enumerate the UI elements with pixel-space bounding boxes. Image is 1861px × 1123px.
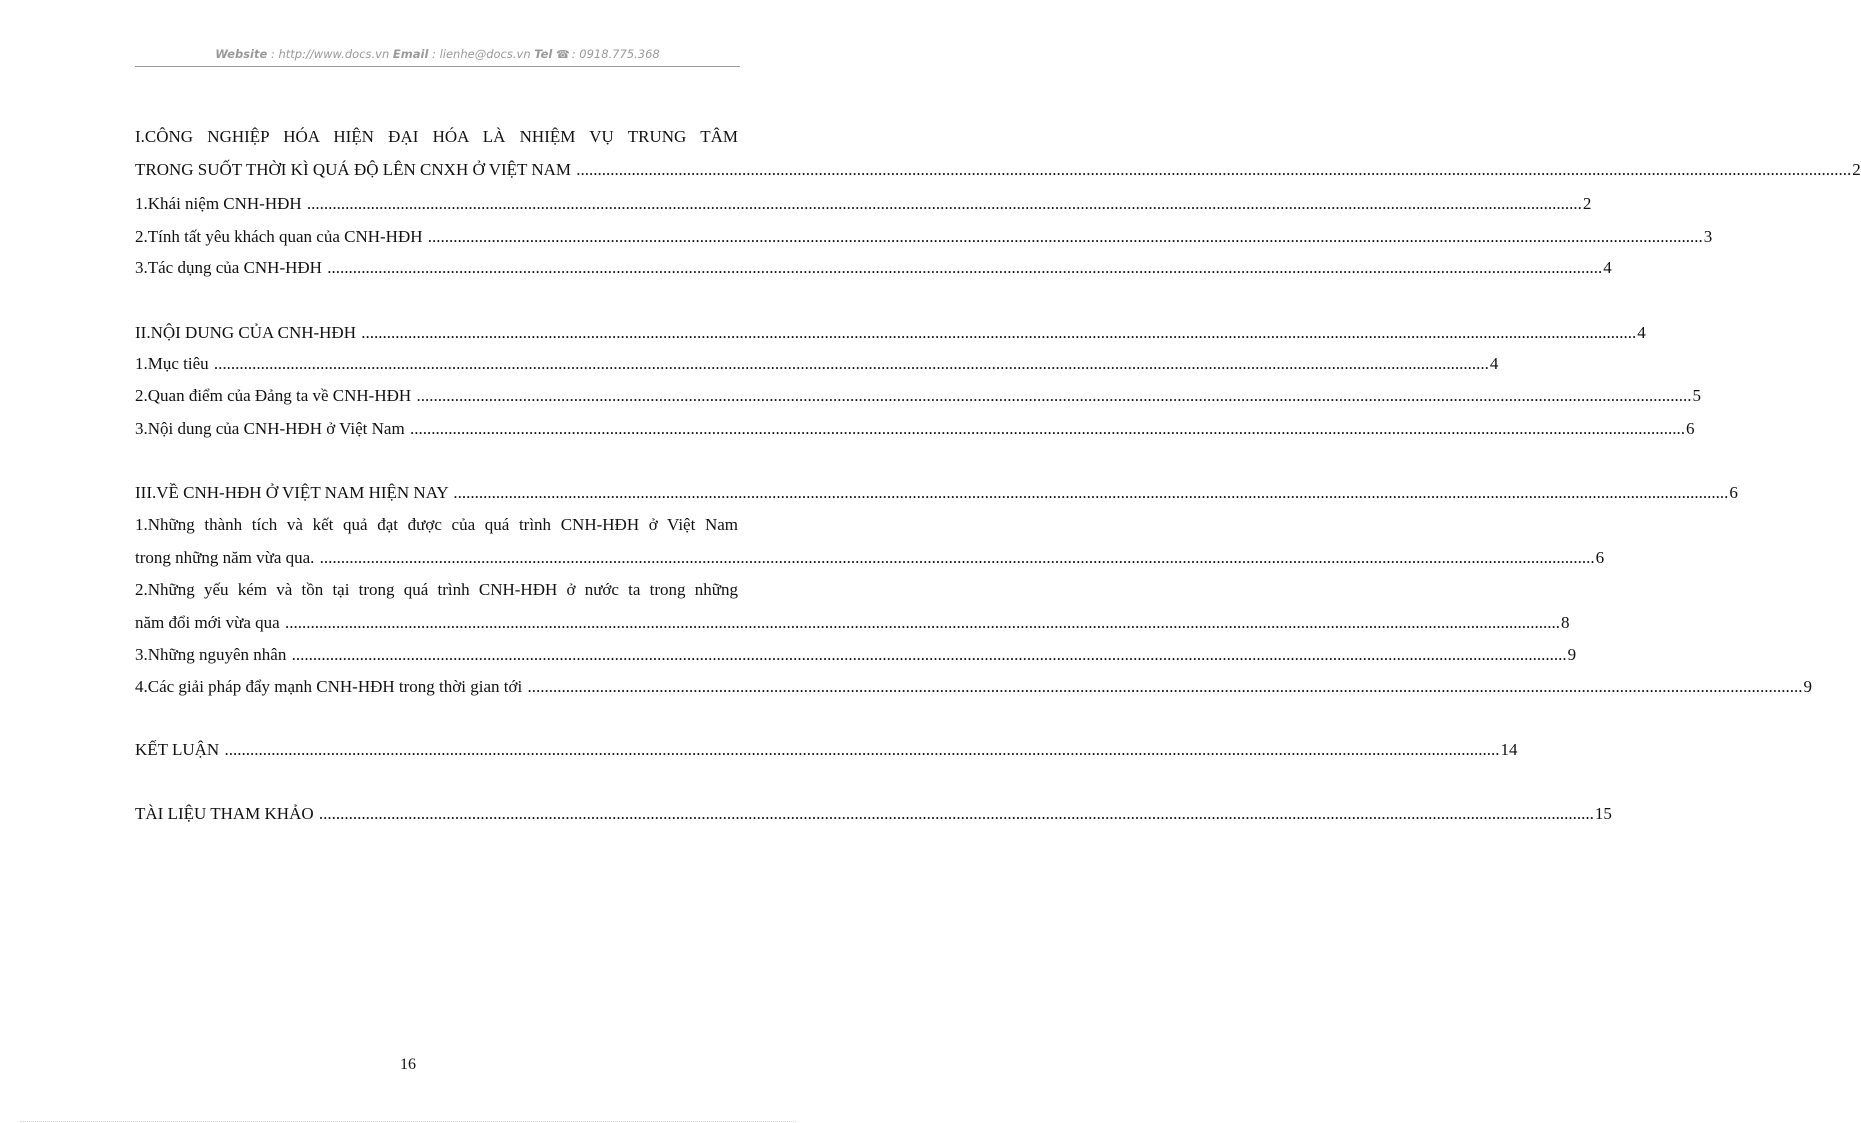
toc-page-number: 4 [1489,354,1499,373]
toc-entry-label: 3.Nội dung của CNH-HĐH ở Việt Nam [135,419,409,438]
toc-entry-label: năm đổi mới vừa qua [135,613,284,632]
header-rule [135,66,740,67]
toc-entry-label-line: 1.Những thành tích và kết quả đạt được của quá trình CNH-HĐH ở Việt Nam [135,515,738,534]
toc-entry-label: TÀI LIỆU THAM KHẢO [135,804,318,823]
toc-leader: ............................................................................................................................................................................................................................................................................................................ [427,227,1703,246]
toc-entry[interactable] [135,318,1646,348]
toc-leader: ............................................................................................................................................................................................................................................................................................................ [319,548,1595,567]
toc-entry-label: trong những năm vừa qua. [135,548,319,567]
email-value[interactable]: : lienhe@docs.vn [428,47,535,61]
toc-page-number: 2 [1852,160,1861,179]
toc-entry-label: III.VỀ CNH-HĐH Ở VIỆT NAM HIỆN NAY [135,483,453,502]
tel-value: : 0918.775.368 [571,47,660,61]
toc-leader: ............................................................................................................................................................................................................................................................................................................ [409,419,1685,438]
toc-page-number: 3 [1703,227,1713,246]
tel-label: Tel [534,47,553,61]
toc-entry[interactable] [135,799,1612,829]
toc-entry-label: II.NỘI DUNG CỦA CNH-HĐH [135,323,361,342]
toc-page-number: 4 [1637,323,1646,342]
toc-leader: ............................................................................................................................................................................................................................................................................................................ [416,386,1692,405]
toc-entry-label: 3.Những nguyên nhân [135,645,291,664]
toc-entry[interactable] [135,640,1577,670]
toc-leader: ............................................................................................................................................................................................................................................................................................................ [213,354,1489,373]
toc-entry-label: 2.Quan điểm của Đảng ta về CNH-HĐH [135,386,416,405]
toc-page-number: 6 [1729,483,1738,502]
toc-entry[interactable] [135,414,1695,444]
toc-entry-label: TRONG SUỐT THỜI KÌ QUÁ ĐỘ LÊN CNXH Ở VIỆT NAM [135,160,576,179]
toc-entry[interactable] [135,381,1701,411]
toc-leader: ............................................................................................................................................................................................................................................................................................................ [306,194,1582,213]
toc-page-number: 8 [1560,613,1570,632]
toc-leader: ............................................................................................................................................................................................................................................................................................................ [291,645,1567,664]
toc-entry-label: 2.Tính tất yêu khách quan của CNH-HĐH [135,227,427,246]
toc-page-number: 9 [1567,645,1577,664]
email-label: Email [392,47,429,61]
page-bottom-border [20,1121,796,1122]
toc-entry-label: 3.Tác dụng của CNH-HĐH [135,258,327,277]
toc-leader: ............................................................................................................................................................................................................................................................................................................ [576,160,1852,179]
website-value[interactable]: : http://www.docs.vn [267,47,393,61]
toc-entry[interactable] [135,222,1713,252]
website-label: Website [215,47,268,61]
toc-leader: ............................................................................................................................................................................................................................................................................................................ [453,483,1729,502]
toc-entry[interactable] [135,253,1612,283]
toc-page-number: 6 [1685,419,1695,438]
toc-page-number: 15 [1594,804,1612,823]
toc-entry-label: KẾT LUẬN [135,740,224,759]
toc-entry-label: 1.Mục tiêu [135,354,213,373]
toc-entry[interactable] [135,155,1861,185]
toc-page-number: 5 [1692,386,1701,405]
toc-entry[interactable] [135,608,1570,638]
toc-entry[interactable] [135,543,1605,573]
toc-page-number: 4 [1603,258,1612,277]
toc-leader: ............................................................................................................................................................................................................................................................................................................ [284,613,1560,632]
toc-entry[interactable] [135,478,1738,508]
toc-page-number: 9 [1803,677,1812,696]
toc-entry[interactable] [135,189,1592,219]
toc-entry-label: 4.Các giải pháp đẩy mạnh CNH-HĐH trong thời gian tới [135,677,527,696]
toc-leader: ............................................................................................................................................................................................................................................................................................................ [318,804,1594,823]
toc-page-number: 6 [1595,548,1605,567]
toc-leader: ............................................................................................................................................................................................................................................................................................................ [527,677,1803,696]
toc-page-number: 14 [1500,740,1518,759]
toc-entry[interactable] [135,349,1499,379]
toc-entry-label: 1.Khái niệm CNH-HĐH [135,194,306,213]
page-header [135,47,740,61]
toc-entry[interactable] [135,672,1812,702]
toc-entry-label-line: 2.Những yếu kém và tồn tại trong quá trình CNH-HĐH ở nước ta trong những [135,580,738,599]
toc-page-number: 2 [1582,194,1592,213]
toc-leader: ............................................................................................................................................................................................................................................................................................................ [327,258,1603,277]
toc-leader: ............................................................................................................................................................................................................................................................................................................ [224,740,1500,759]
toc-entry[interactable] [135,735,1518,765]
page-number: 16 [400,1056,416,1073]
toc-section-1-title: I.CÔNG NGHIỆP HÓA HIỆN ĐẠI HÓA LÀ NHIỆM VỤ TRUNG TÂM [135,127,738,146]
phone-icon: ☎ [556,48,570,61]
toc-leader: ............................................................................................................................................................................................................................................................................................................ [361,323,1637,342]
